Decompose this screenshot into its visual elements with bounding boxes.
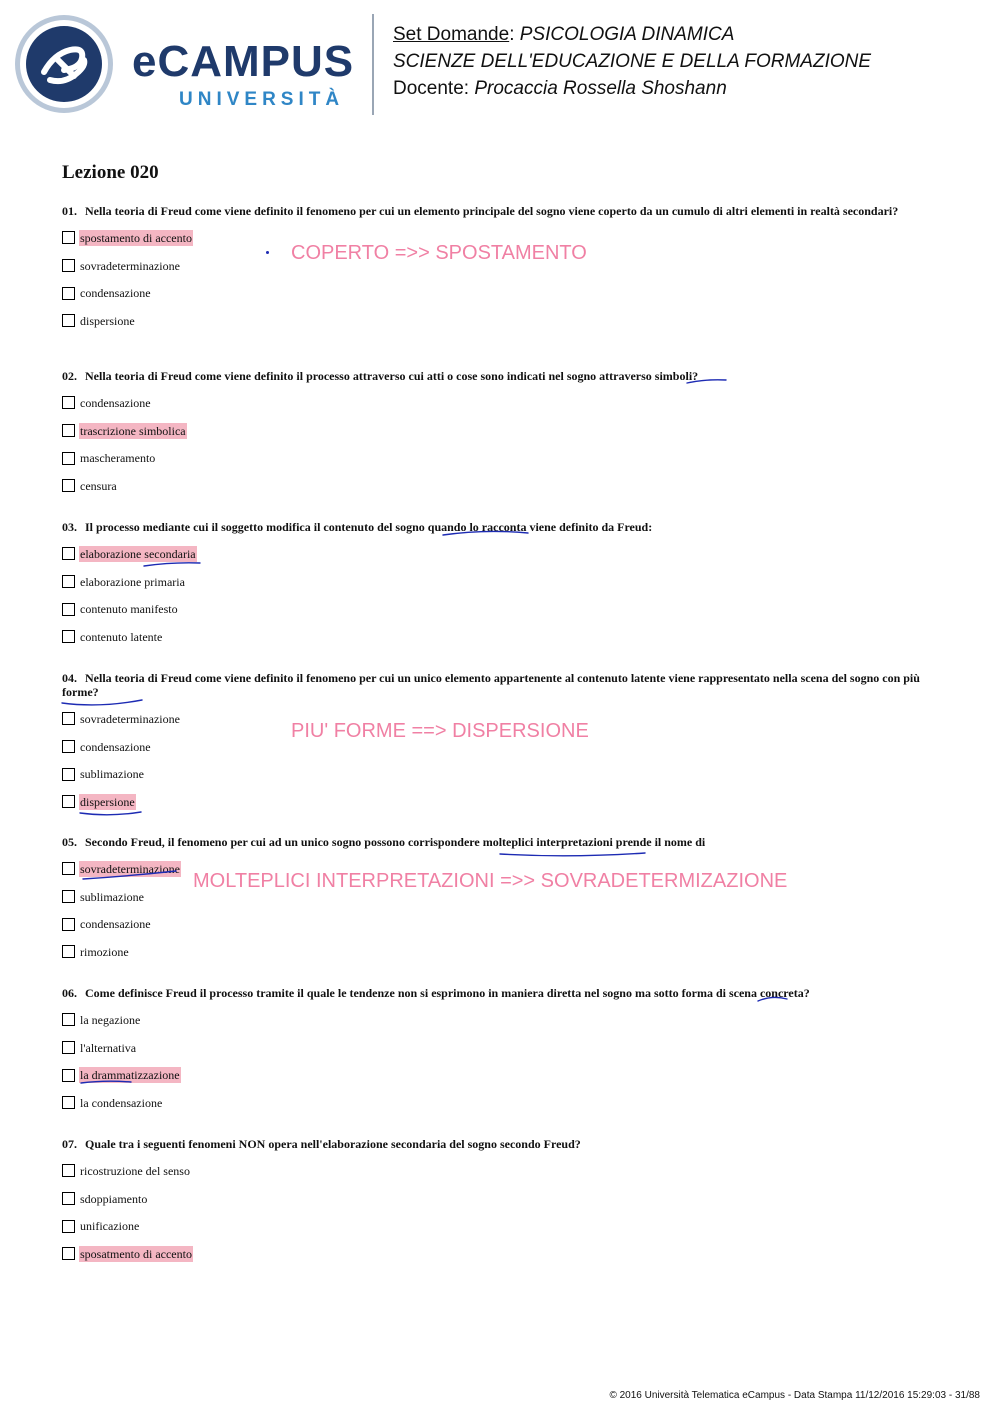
option-label: unificazione bbox=[80, 1219, 140, 1234]
page-footer: © 2016 Università Telematica eCampus - Data Stampa 11/12/2016 15:29:03 - 31/88 bbox=[609, 1390, 980, 1401]
option-label: la negazione bbox=[80, 1012, 141, 1027]
teacher-label: Docente bbox=[393, 78, 464, 99]
ecampus-logo bbox=[14, 14, 359, 114]
header-divider bbox=[372, 14, 374, 115]
option-label: sdoppiamento bbox=[80, 1191, 148, 1206]
answer-checkbox[interactable] bbox=[62, 1164, 75, 1177]
option[interactable] bbox=[62, 472, 932, 500]
option-label: la condensazione bbox=[80, 1095, 163, 1110]
option-label: l'alternativa bbox=[80, 1040, 137, 1055]
header-line-subject: Set Domande: PSICOLOGIA DINAMICA bbox=[393, 24, 735, 45]
option-label: trascrizione simbolica bbox=[80, 423, 186, 438]
option-label: censura bbox=[80, 478, 117, 493]
annotation-piu-forme: PIU' FORME ==> DISPERSIONE bbox=[291, 720, 589, 742]
lesson-title: Lezione 020 bbox=[62, 162, 159, 183]
option-label: condensazione bbox=[80, 395, 151, 410]
course-name: SCIENZE DELL'EDUCAZIONE E DELLA FORMAZIONE bbox=[393, 51, 872, 72]
answer-checkbox[interactable] bbox=[62, 740, 75, 753]
option-label: la drammatizzazione bbox=[80, 1068, 180, 1083]
answer-checkbox[interactable] bbox=[62, 712, 75, 725]
option[interactable] bbox=[62, 540, 932, 568]
answer-checkbox[interactable] bbox=[62, 1192, 75, 1205]
answer-checkbox[interactable] bbox=[62, 1247, 75, 1260]
answer-checkbox[interactable] bbox=[62, 259, 75, 272]
annotation-molteplici: MOLTEPLICI INTERPRETAZIONI =>> SOVRADETERMIZAZIONE bbox=[193, 870, 788, 892]
option-label: sovradeterminazione bbox=[80, 861, 180, 876]
answer-checkbox[interactable] bbox=[62, 1096, 75, 1109]
question-text bbox=[62, 520, 932, 534]
answer-checkbox[interactable] bbox=[62, 603, 75, 616]
question-body: Come definisce Freud il processo tramite il quale le tendenze non si esprimono in maniera diretta nel sogno ma sotto forma di scena concreta? bbox=[85, 986, 810, 1000]
question-body: Nella teoria di Freud come viene definito il processo attraverso cui atti o cose sono indicati nel sogno attraverso simboli? bbox=[85, 369, 699, 383]
question-05 bbox=[62, 835, 932, 966]
answer-checkbox[interactable] bbox=[62, 1041, 75, 1054]
option[interactable] bbox=[62, 623, 932, 651]
document-header bbox=[393, 22, 871, 103]
option[interactable] bbox=[62, 1185, 932, 1213]
answer-checkbox[interactable] bbox=[62, 396, 75, 409]
option[interactable] bbox=[62, 279, 932, 307]
answer-checkbox[interactable] bbox=[62, 630, 75, 643]
option-label: contenuto latente bbox=[80, 629, 163, 644]
option-list bbox=[62, 1157, 932, 1268]
option-label: sovradeterminazione bbox=[80, 711, 180, 726]
answer-checkbox[interactable] bbox=[62, 890, 75, 903]
question-body: Secondo Freud, il fenomeno per cui ad un unico sogno possono corrispondere molteplici interpretazioni prende il nome di bbox=[85, 835, 706, 849]
option-label: sovradeterminazione bbox=[80, 258, 180, 273]
question-body: Quale tra i seguenti fenomeni NON opera nell'elaborazione secondaria del sogno secondo Freud? bbox=[85, 1137, 581, 1151]
option[interactable] bbox=[62, 417, 932, 445]
option-label: dispersione bbox=[80, 313, 135, 328]
option[interactable] bbox=[62, 788, 932, 816]
subject-name: PSICOLOGIA DINAMICA bbox=[519, 24, 735, 45]
option-list bbox=[62, 224, 932, 335]
answer-checkbox[interactable] bbox=[62, 945, 75, 958]
option[interactable] bbox=[62, 1061, 932, 1089]
option-label: elaborazione secondaria bbox=[80, 546, 196, 561]
option-label: mascheramento bbox=[80, 451, 156, 466]
question-body: Il processo mediante cui il soggetto modifica il contenuto del sogno quando lo racconta viene definito da Freud: bbox=[85, 520, 653, 534]
option[interactable] bbox=[62, 938, 932, 966]
option-label: sublimazione bbox=[80, 889, 144, 904]
answer-checkbox[interactable] bbox=[62, 314, 75, 327]
option-list bbox=[62, 1006, 932, 1117]
option[interactable] bbox=[62, 910, 932, 938]
option[interactable] bbox=[62, 568, 932, 596]
question-number: 05. bbox=[62, 835, 77, 849]
question-02 bbox=[62, 369, 932, 500]
option-label: dispersione bbox=[80, 794, 135, 809]
option-label: sublimazione bbox=[80, 767, 144, 782]
question-04 bbox=[62, 671, 932, 816]
option-label: elaborazione primaria bbox=[80, 574, 185, 589]
answer-checkbox[interactable] bbox=[62, 424, 75, 437]
option-label: rimozione bbox=[80, 944, 129, 959]
teacher-name: Procaccia Rossella Shoshann bbox=[474, 78, 727, 99]
question-text bbox=[62, 835, 932, 849]
answer-checkbox[interactable] bbox=[62, 547, 75, 560]
question-number: 06. bbox=[62, 986, 77, 1000]
question-text bbox=[62, 1137, 932, 1151]
option-label: spostamento di accento bbox=[80, 230, 192, 245]
annotation-coperto: COPERTO =>> SPOSTAMENTO bbox=[291, 242, 587, 264]
option-list bbox=[62, 389, 932, 500]
logo-wordmark: eCAMPUS bbox=[132, 37, 355, 86]
answer-checkbox[interactable] bbox=[62, 479, 75, 492]
question-text bbox=[62, 369, 932, 383]
question-06 bbox=[62, 986, 932, 1117]
question-number: 07. bbox=[62, 1137, 77, 1151]
question-number: 02. bbox=[62, 369, 77, 383]
answer-checkbox[interactable] bbox=[62, 231, 75, 244]
option[interactable] bbox=[62, 1212, 932, 1240]
logo-subtitle: UNIVERSITÀ bbox=[179, 89, 345, 110]
question-text bbox=[62, 204, 932, 218]
option[interactable] bbox=[62, 1034, 932, 1062]
ecampus-emblem-icon bbox=[14, 14, 114, 114]
option-list bbox=[62, 540, 932, 651]
option-label: ricostruzione del senso bbox=[80, 1163, 190, 1178]
answer-checkbox[interactable] bbox=[62, 287, 75, 300]
option-label: contenuto manifesto bbox=[80, 602, 178, 617]
option[interactable] bbox=[62, 595, 932, 623]
header-line-teacher: Docente: Procaccia Rossella Shoshann bbox=[393, 78, 727, 99]
question-body: Nella teoria di Freud come viene definito il fenomeno per cui un elemento principale del sogno viene coperto da un cumulo di altri elementi in realtà secondari? bbox=[85, 204, 899, 218]
answer-checkbox[interactable] bbox=[62, 768, 75, 781]
option[interactable] bbox=[62, 444, 932, 472]
question-text bbox=[62, 671, 932, 699]
answer-checkbox[interactable] bbox=[62, 575, 75, 588]
option[interactable] bbox=[62, 1240, 932, 1268]
answer-checkbox[interactable] bbox=[62, 1013, 75, 1026]
ink-dot bbox=[266, 251, 269, 254]
option-label: condensazione bbox=[80, 286, 151, 301]
option-label: condensazione bbox=[80, 739, 151, 754]
question-number: 03. bbox=[62, 520, 77, 534]
answer-checkbox[interactable] bbox=[62, 795, 75, 808]
question-text bbox=[62, 986, 932, 1000]
question-03 bbox=[62, 520, 932, 651]
option-label: condensazione bbox=[80, 917, 151, 932]
answer-checkbox[interactable] bbox=[62, 452, 75, 465]
option-label: sposatmento di accento bbox=[80, 1246, 192, 1261]
answer-checkbox[interactable] bbox=[62, 1069, 75, 1082]
question-07 bbox=[62, 1137, 932, 1268]
option[interactable] bbox=[62, 1089, 932, 1117]
question-number: 04. bbox=[62, 671, 77, 685]
answer-checkbox[interactable] bbox=[62, 862, 75, 875]
question-01 bbox=[62, 204, 932, 335]
answer-checkbox[interactable] bbox=[62, 1220, 75, 1233]
option[interactable] bbox=[62, 760, 932, 788]
header-line-course bbox=[393, 49, 871, 76]
set-label: Set Domande bbox=[393, 24, 510, 45]
question-body: Nella teoria di Freud come viene definito il fenomeno per cui un unico elemento appartenente al contenuto latente viene rappresentato nella scena del sogno con più forme? bbox=[62, 671, 920, 699]
option[interactable] bbox=[62, 307, 932, 335]
answer-checkbox[interactable] bbox=[62, 918, 75, 931]
option[interactable] bbox=[62, 1157, 932, 1185]
option[interactable] bbox=[62, 389, 932, 417]
question-number: 01. bbox=[62, 204, 77, 218]
option[interactable] bbox=[62, 1006, 932, 1034]
